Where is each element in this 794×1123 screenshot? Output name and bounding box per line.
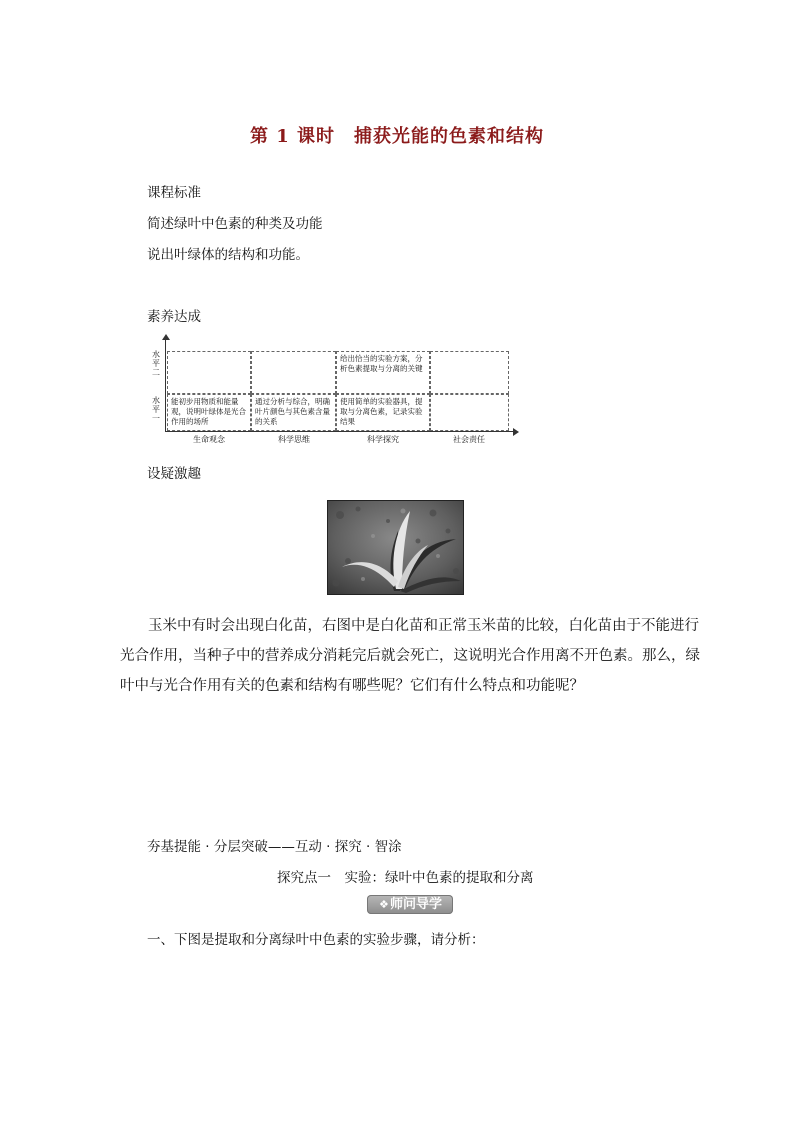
literacy-heading: 素养达成 xyxy=(147,309,201,325)
question-text: 一、下图是提取和分离绿叶中色素的实验步骤，请分析： xyxy=(147,932,485,948)
inquiry-paragraph xyxy=(120,611,700,701)
corn-seedling-photo xyxy=(327,500,464,595)
grid-level-2-label: 水平二 xyxy=(152,350,160,377)
grid-y-axis xyxy=(165,338,166,431)
paragraph-line: 光合作用，当种子中的营养成分消耗完后就会死亡，这说明光合作用离不开色素。那么，绿 xyxy=(120,648,700,664)
page-title: 第 1 课时 捕获光能的色素和结构 xyxy=(249,126,545,147)
paragraph-line: 叶中与光合作用有关的色素和结构有哪些呢？它们有什么特点和功能呢？ xyxy=(120,678,584,694)
grid-cell xyxy=(167,351,251,394)
grid-category-label: 科学探究 xyxy=(367,435,399,444)
curriculum-heading: 课程标准 xyxy=(147,185,201,201)
teacher-guide-badge xyxy=(367,895,453,914)
grid-cell: 使用简单的实验器具，提取与分离色素，记录实验结果 xyxy=(336,394,430,431)
grid-level-1-label: 水平一 xyxy=(152,396,160,423)
grid-cell xyxy=(430,394,509,431)
grid-cell: 能初步用物质和能量观，说明叶绿体是光合作用的场所 xyxy=(167,394,251,431)
section-header: 夯基提能 · 分层突破——互动 · 探究 · 智涂 xyxy=(147,839,402,855)
curriculum-item-2: 说出叶绿体的结构和功能。 xyxy=(147,247,309,263)
badge-label: 师问导学 xyxy=(389,897,442,912)
grid-cell xyxy=(251,351,336,394)
grid-category-label: 科学思维 xyxy=(278,435,310,444)
grid-x-axis xyxy=(165,431,515,432)
grid-x-arrow xyxy=(513,428,519,436)
grid-cell: 通过分析与综合，明确叶片颜色与其色素含量的关系 xyxy=(251,394,336,431)
bookmark-icon: ❖ xyxy=(379,898,389,911)
grid-category-label: 社会责任 xyxy=(453,435,485,444)
grid-cell: 给出恰当的实验方案，分析色素提取与分离的关键 xyxy=(336,351,430,394)
paragraph-line: 玉米中有时会出现白化苗，右图中是白化苗和正常玉米苗的比较，白化苗由于不能进行 xyxy=(148,618,699,634)
curriculum-item-1: 简述绿叶中色素的种类及功能 xyxy=(147,216,323,232)
grid-cell xyxy=(430,351,509,394)
inquiry-heading: 设疑激趣 xyxy=(147,466,201,482)
grid-y-arrow xyxy=(162,334,170,340)
point-title: 探究点一 实验：绿叶中色素的提取和分离 xyxy=(277,870,534,886)
literacy-grid xyxy=(145,338,525,448)
grid-category-label: 生命观念 xyxy=(193,435,225,444)
